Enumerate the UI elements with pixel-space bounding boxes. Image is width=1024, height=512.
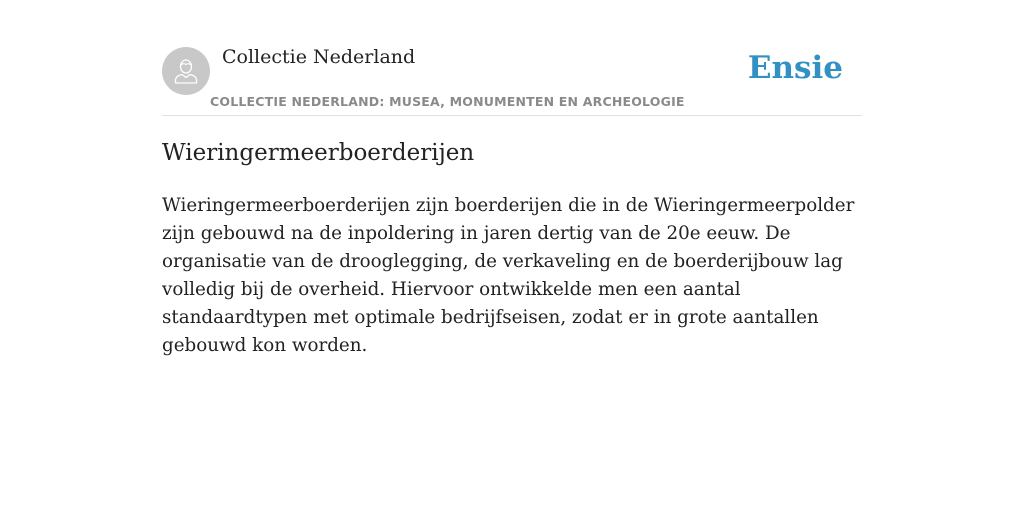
user-icon: [172, 57, 200, 85]
brand-logo[interactable]: Ensie: [747, 50, 843, 86]
avatar[interactable]: [162, 47, 210, 95]
collection-name[interactable]: COLLECTIE NEDERLAND: MUSEA, MONUMENTEN EN ARCHEOLOGIE: [210, 94, 685, 109]
header: [162, 44, 862, 116]
author-name[interactable]: Collectie Nederland: [222, 46, 416, 68]
article-title: Wieringermeerboerderijen: [162, 140, 475, 166]
article-body: Wieringermeerboerderijen zijn boerderijen die in de Wieringermeerpolder zijn gebouwd na de inpoldering in jaren dertig van de 20e eeuw. De organisatie van de drooglegging, de verkaveling en de boerderijbouw lag volledig bij de overheid. Hiervoor ontwikkelde men een aantal standaardtypen met optimale bedrijfseisen, zodat er in grote aantallen gebouwd kon worden.: [162, 195, 855, 356]
